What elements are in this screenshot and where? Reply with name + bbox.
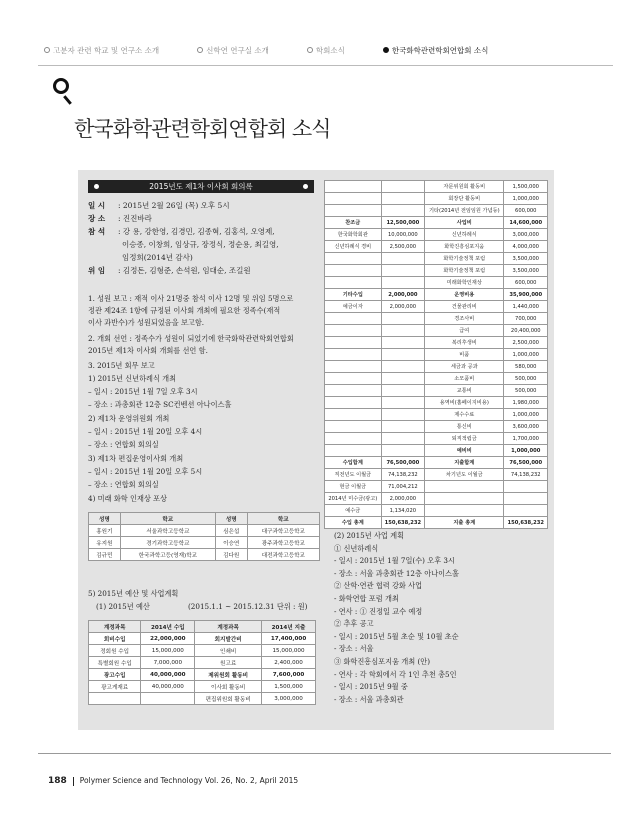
table-cell: 신년하례식 경비 — [325, 241, 382, 253]
table-row — [325, 205, 548, 217]
table-cell: 기타수입 — [325, 289, 382, 301]
plan-line: - 장소 : 서울 과총회관 12층 아나이스홀 — [334, 568, 459, 578]
meeting-heading-text: 2015년도 제1차 이사회 회의록 — [149, 182, 253, 191]
table-cell — [325, 181, 382, 193]
table-cell: 20,400,000 — [504, 325, 548, 337]
table-cell: 예수금 — [325, 505, 382, 517]
table-cell: 대전과학고등학교 — [247, 549, 319, 561]
table-row — [89, 549, 320, 561]
table-cell: 2,000,000 — [381, 289, 424, 301]
nav-item-society-news[interactable] — [307, 44, 345, 56]
table-cell — [325, 445, 382, 457]
table-cell: 찬조금 — [325, 217, 382, 229]
table-cell: 용역비(홈페이지비용) — [425, 397, 504, 409]
section-nav — [44, 44, 601, 56]
table-cell: 회지발간비 — [195, 633, 262, 645]
table-cell: 수입 총계 — [325, 517, 382, 529]
table-cell: 경조사비 — [425, 313, 504, 325]
filled-circle-icon — [383, 47, 389, 53]
table-cell: 2,400,000 — [262, 657, 316, 669]
table-row — [325, 469, 548, 481]
nav-divider — [38, 65, 613, 66]
table-row — [325, 313, 548, 325]
table-cell: 3,500,000 — [504, 265, 548, 277]
table-header-row — [89, 513, 320, 525]
body-line: 2015년 제1차 이사회 개회를 선언 함. — [88, 346, 208, 355]
table-cell: 광주과학고등학교 — [247, 537, 319, 549]
table-cell: 김규민 — [89, 549, 121, 561]
column-header: 성명 — [215, 513, 247, 525]
table-cell: 광고수입 — [89, 669, 141, 681]
nav-item-label: 학회소식 — [315, 45, 345, 55]
table-cell: 한국과학고등(영재)학교 — [120, 549, 215, 561]
table-row — [325, 337, 548, 349]
body-line: – 일시 : 2015년 1월 7일 오후 3시 — [88, 387, 198, 396]
table-row — [89, 525, 320, 537]
table-cell: 예금이자 — [325, 301, 382, 313]
body-line: – 장소 : 연합회 회의실 — [88, 440, 159, 449]
table-cell: 2014년 미수금(광고) — [325, 493, 382, 505]
table-cell — [504, 493, 548, 505]
table-cell: 차기년도 이월금 — [425, 469, 504, 481]
table-cell: 1,500,000 — [504, 181, 548, 193]
table-cell: 소모품비 — [425, 373, 504, 385]
table-cell: 제위원회 활동비 — [195, 669, 262, 681]
table-cell — [381, 313, 424, 325]
table-row — [325, 493, 548, 505]
attendees-line: : 강 용, 강한영, 김경민, 김종혁, 김홍석, 오영제, — [118, 227, 275, 236]
column-header: 계정과목 — [89, 621, 141, 633]
table-row — [325, 517, 548, 529]
table-cell: 22,000,000 — [141, 633, 195, 645]
plan-line: - 일시 : 2015년 9월 중 — [334, 682, 408, 692]
table-cell: 경기과학고등학교 — [120, 537, 215, 549]
table-cell: 특별회원 수입 — [89, 657, 141, 669]
table-row — [325, 373, 548, 385]
table-cell — [381, 205, 424, 217]
table-cell: 12,500,000 — [381, 217, 424, 229]
table-cell — [381, 361, 424, 373]
column-header: 학교 — [120, 513, 215, 525]
table-cell — [325, 193, 382, 205]
table-cell — [325, 277, 382, 289]
table-cell: 세금과 공과 — [425, 361, 504, 373]
nav-item-label: 한국화학관련학회연합회 소식 — [391, 45, 489, 55]
table-cell: 3,600,000 — [504, 421, 548, 433]
table-row — [325, 505, 548, 517]
table-cell: 운영비용 — [425, 289, 504, 301]
nav-item-schools[interactable] — [44, 44, 159, 56]
table-cell: 기타(2014년 전임임원 가념등) — [425, 205, 504, 217]
table-cell: 지출 총계 — [425, 517, 504, 529]
meeting-date — [88, 199, 320, 212]
table-row — [325, 433, 548, 445]
table-cell: 76,500,000 — [381, 457, 424, 469]
table-row — [325, 349, 548, 361]
table-cell: 제수수료 — [425, 409, 504, 421]
table-cell: 2,500,000 — [504, 337, 548, 349]
table-cell — [381, 397, 424, 409]
table-cell: 복리후생비 — [425, 337, 504, 349]
body-line: 정관 제24조 1항에 규정된 이사회 개최에 필요한 정족수(재적 — [88, 306, 281, 315]
table-cell — [381, 385, 424, 397]
table-row — [89, 681, 316, 693]
table-cell — [504, 481, 548, 493]
table-cell — [141, 693, 195, 705]
plan-line: - 일시 : 2015년 1월 7일(수) 오후 3시 — [334, 556, 455, 566]
table-cell: 화학기술정책 포럼 — [425, 265, 504, 277]
page-footer — [48, 776, 298, 786]
plan-line: ③ 화학진흥심포지움 개최 (안) — [334, 657, 431, 666]
plan-line: - 장소 : 서울 과총회관 — [334, 694, 404, 704]
table-cell: 40,000,000 — [141, 681, 195, 693]
table-cell: 3,000,000 — [504, 229, 548, 241]
plan-line: - 연사 : ① 진정일 교수 예정 — [334, 606, 423, 616]
table-cell: 편집위원회 활동비 — [195, 693, 262, 705]
table-cell — [325, 397, 382, 409]
table-cell: 1,980,000 — [504, 397, 548, 409]
table-cell: 1,000,000 — [504, 445, 548, 457]
table-row — [325, 253, 548, 265]
meeting-heading — [88, 180, 314, 193]
body-line: 4) 미래 화학 인재상 포상 — [88, 494, 168, 503]
circle-icon — [197, 47, 203, 53]
table-cell — [89, 693, 141, 705]
table-cell: 4,000,000 — [504, 241, 548, 253]
table-header-row — [89, 621, 316, 633]
table-row — [325, 385, 548, 397]
table-cell: 미래화학인재상 — [425, 277, 504, 289]
table-cell — [325, 433, 382, 445]
table-cell: 17,400,000 — [262, 633, 316, 645]
table-cell: 홍원기 — [89, 525, 121, 537]
nav-item-label: 신학연 연구실 소개 — [206, 45, 269, 55]
table-row — [89, 645, 316, 657]
meeting-delegates — [88, 264, 320, 277]
table-cell — [381, 445, 424, 457]
table-row — [325, 289, 548, 301]
column-header: 계정과목 — [195, 621, 262, 633]
table-cell: 비품 — [425, 349, 504, 361]
table-cell: 화학진흥심포지움 — [425, 241, 504, 253]
budget-period: (2015.1.1 ~ 2015.12.31 단위 : 원) — [188, 602, 308, 611]
table-row — [325, 301, 548, 313]
table-cell: 김다원 — [215, 549, 247, 561]
magnifier-icon — [53, 78, 69, 94]
table-row — [325, 397, 548, 409]
table-cell: 500,000 — [504, 385, 548, 397]
table-cell — [381, 181, 424, 193]
table-cell — [325, 325, 382, 337]
table-row — [325, 481, 548, 493]
table-cell: 신년하례식 — [425, 229, 504, 241]
awardees-table — [88, 512, 320, 561]
nav-item-labs[interactable] — [197, 44, 269, 56]
table-cell: 급여 — [425, 325, 504, 337]
attendees-line: 이승종, 이창희, 임상규, 장정식, 정순용, 최길영, — [122, 240, 279, 249]
table-cell: 1,440,000 — [504, 301, 548, 313]
column-header: 2014년 수입 — [141, 621, 195, 633]
table-row — [325, 361, 548, 373]
magnifier-handle — [63, 95, 72, 105]
body-line: 2. 개회 선언 : 정족수가 성원이 되었기에 한국화학관련학회연합회 — [88, 334, 294, 343]
body-line: – 일시 : 2015년 1월 20일 오후 4시 — [88, 427, 203, 436]
place-value: : 진진바라 — [118, 214, 152, 223]
table-cell: 한국화학회관 — [325, 229, 382, 241]
body-line: – 장소 : 연합회 회의실 — [88, 480, 159, 489]
table-cell — [325, 313, 382, 325]
circle-icon — [307, 47, 313, 53]
table-row — [325, 409, 548, 421]
table-cell: 2,000,000 — [381, 301, 424, 313]
page-number: 188 — [48, 776, 67, 786]
table-row — [89, 693, 316, 705]
table-cell: 10,000,000 — [381, 229, 424, 241]
plan-line: ② 산학·연관 협력 강화 사업 — [334, 581, 423, 591]
bullet-icon — [303, 184, 308, 189]
table-cell — [425, 481, 504, 493]
table-cell — [381, 193, 424, 205]
table-cell: 600,000 — [504, 277, 548, 289]
table-cell — [325, 409, 382, 421]
delegate-key: 위 임 — [88, 266, 106, 275]
column-header: 2014년 지출 — [262, 621, 316, 633]
table-cell: 71,004,212 — [381, 481, 424, 493]
table-cell: 15,000,000 — [141, 645, 195, 657]
table-row — [325, 445, 548, 457]
table-cell — [381, 409, 424, 421]
table-cell: 580,000 — [504, 361, 548, 373]
table-cell: 500,000 — [504, 373, 548, 385]
table-cell: 2,000,000 — [381, 493, 424, 505]
date-key: 일 시 — [88, 201, 106, 210]
attendees-line: 임정희(2014년 감사) — [122, 253, 193, 262]
table-row — [89, 657, 316, 669]
table-cell: 회비수입 — [89, 633, 141, 645]
body-line: 2) 제1차 운영위원회 개최 — [88, 414, 170, 423]
body-line: 3. 2015년 회무 보고 — [88, 361, 155, 370]
table-row — [89, 537, 320, 549]
plan-line: (2) 2015년 사업 계획 — [334, 531, 405, 540]
footer-divider — [38, 753, 611, 754]
body-line: 3) 제1차 편집운영이사회 개최 — [88, 454, 184, 463]
column-header: 성명 — [89, 513, 121, 525]
body-line: – 장소 : 과총회관 12층 SC컨벤션 아나이스홀 — [88, 400, 232, 409]
table-cell — [325, 253, 382, 265]
body-line: 1) 2015년 신년하례식 개최 — [88, 374, 177, 383]
table-cell — [381, 277, 424, 289]
table-row — [325, 265, 548, 277]
footer-separator — [73, 777, 74, 786]
meeting-place — [88, 212, 320, 225]
column-header: 학교 — [247, 513, 319, 525]
table-cell — [504, 505, 548, 517]
table-cell: 74,138,232 — [504, 469, 548, 481]
table-cell: 1,700,000 — [504, 433, 548, 445]
table-cell: 인쇄비 — [195, 645, 262, 657]
plan-line: - 일시 : 2015년 5월 초순 및 10월 초순 — [334, 631, 459, 641]
table-cell: 이승연 — [215, 537, 247, 549]
table-cell: 1,500,000 — [262, 681, 316, 693]
table-cell — [325, 205, 382, 217]
table-cell: 화학기술정책 포럼 — [425, 253, 504, 265]
table-cell: 현금 이월금 — [325, 481, 382, 493]
place-key: 장 소 — [88, 214, 106, 223]
table-cell — [325, 361, 382, 373]
plan-line: ① 신년하례식 — [334, 543, 379, 553]
budget-subheading: (1) 2015년 예산 — [96, 602, 150, 611]
table-cell — [325, 373, 382, 385]
table-cell — [325, 385, 382, 397]
table-row — [325, 193, 548, 205]
table-cell: 700,000 — [504, 313, 548, 325]
table-cell — [381, 349, 424, 361]
table-cell: 7,600,000 — [262, 669, 316, 681]
delegate-value: : 김정돈, 김형준, 손석원, 임대순, 조길원 — [118, 266, 251, 275]
page-title: 한국화학관련학회연합회 소식 — [74, 117, 331, 141]
table-cell: 정회원 수입 — [89, 645, 141, 657]
bullet-icon — [94, 184, 99, 189]
table-row — [89, 633, 316, 645]
table-cell: 150,638,232 — [504, 517, 548, 529]
table-cell: 직전년도 이월금 — [325, 469, 382, 481]
table-cell: 교통비 — [425, 385, 504, 397]
table-cell: 76,500,000 — [504, 457, 548, 469]
table-row — [325, 181, 548, 193]
table-cell: 14,600,000 — [504, 217, 548, 229]
table-cell: 1,000,000 — [504, 349, 548, 361]
meeting-attendees — [88, 225, 320, 238]
table-cell: 2,500,000 — [381, 241, 424, 253]
table-cell — [381, 265, 424, 277]
circle-icon — [44, 47, 50, 53]
table-cell: 7,000,000 — [141, 657, 195, 669]
budget-heading: 5) 2015년 예산 및 사업계획 — [88, 589, 179, 598]
table-cell — [325, 349, 382, 361]
table-cell: 대구과학고등학교 — [247, 525, 319, 537]
table-cell: 서울과학고등학교 — [120, 525, 215, 537]
table-cell: 통신비 — [425, 421, 504, 433]
body-line: – 일시 : 2015년 1월 20일 오후 5시 — [88, 467, 203, 476]
table-cell — [381, 421, 424, 433]
plan-line: - 장소 : 서울 — [334, 644, 374, 654]
table-cell: 유지원 — [89, 537, 121, 549]
table-cell: 원고료 — [195, 657, 262, 669]
body-line: 이사 과반수)가 성원되었음을 보고함. — [88, 318, 205, 327]
journal-citation: Polymer Science and Technology Vol. 26, No. 2, April 2015 — [79, 776, 299, 785]
date-value: : 2015년 2월 26일 (목) 오후 5시 — [118, 201, 230, 210]
table-cell — [325, 337, 382, 349]
table-row — [325, 325, 548, 337]
table-cell — [381, 337, 424, 349]
table-cell: 74,138,232 — [381, 469, 424, 481]
nav-item-label: 고분자 관련 학교 및 연구소 소개 — [53, 45, 160, 55]
table-cell: 자문위원회 활동비 — [425, 181, 504, 193]
table-cell — [325, 265, 382, 277]
table-cell: 35,900,000 — [504, 289, 548, 301]
table-cell: 3,000,000 — [262, 693, 316, 705]
table-cell — [381, 373, 424, 385]
table-cell: 수입합계 — [325, 457, 382, 469]
table-row — [325, 217, 548, 229]
table-cell — [425, 505, 504, 517]
table-cell: 예비비 — [425, 445, 504, 457]
budget-table-left — [88, 620, 316, 705]
table-cell: 150,638,232 — [381, 517, 424, 529]
plan-line: - 화학연합 포럼 개최 — [334, 594, 399, 603]
table-cell: 1,000,000 — [504, 409, 548, 421]
plan-line: ② 추후 공고 — [334, 619, 374, 629]
table-cell — [325, 421, 382, 433]
attendees-key: 참 석 — [88, 227, 106, 236]
table-cell: 1,134,020 — [381, 505, 424, 517]
nav-item-federation-news[interactable] — [383, 44, 489, 56]
table-row — [325, 421, 548, 433]
table-cell: 회장단 활동비 — [425, 193, 504, 205]
table-cell: 지출합계 — [425, 457, 504, 469]
table-cell: 심은섭 — [215, 525, 247, 537]
table-cell: 15,000,000 — [262, 645, 316, 657]
table-cell: 이사회 활동비 — [195, 681, 262, 693]
table-cell: 건물관리비 — [425, 301, 504, 313]
table-cell — [381, 253, 424, 265]
table-cell: 600,000 — [504, 205, 548, 217]
table-cell: 사업비 — [425, 217, 504, 229]
budget-table-right — [324, 180, 548, 529]
table-row — [325, 229, 548, 241]
table-cell: 퇴직적립금 — [425, 433, 504, 445]
table-row — [325, 457, 548, 469]
table-row — [325, 277, 548, 289]
table-cell — [425, 493, 504, 505]
table-cell: 1,000,000 — [504, 193, 548, 205]
table-cell: 광고게재료 — [89, 681, 141, 693]
table-row — [325, 241, 548, 253]
plan-line: - 연사 : 각 학회에서 각 1인 추천 총5인 — [334, 669, 457, 679]
table-cell — [381, 433, 424, 445]
table-cell: 40,000,000 — [141, 669, 195, 681]
table-cell: 3,500,000 — [504, 253, 548, 265]
body-line: 1. 성원 보고 : 재적 이사 21명중 참석 이사 12명 및 위임 5명으로 — [88, 294, 294, 303]
table-cell — [381, 325, 424, 337]
table-row — [89, 669, 316, 681]
